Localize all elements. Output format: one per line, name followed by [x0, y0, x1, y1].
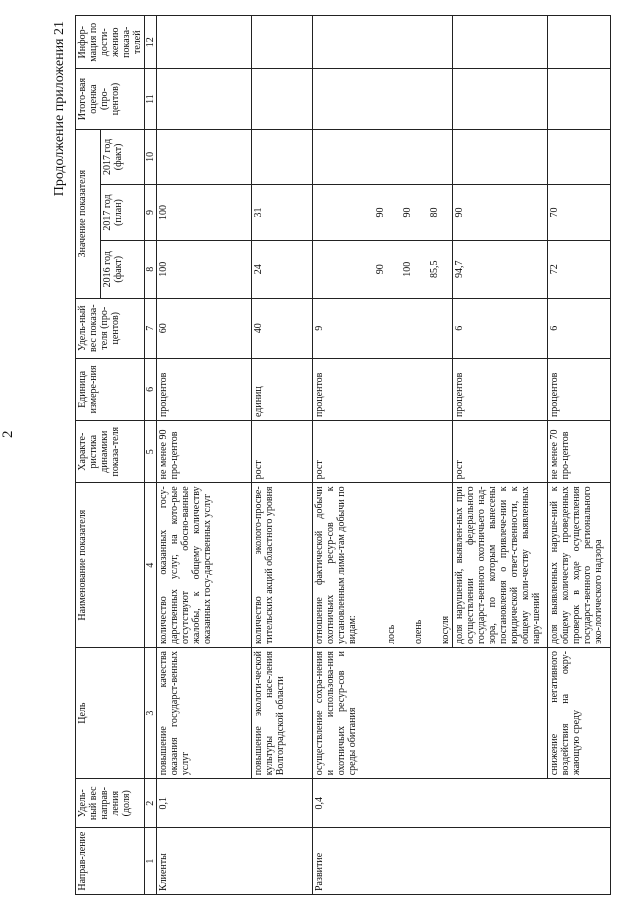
unit-cell: процентов [313, 358, 453, 420]
info-cell [157, 16, 252, 70]
value-2017-fact-cell [453, 129, 548, 185]
indicator-weight-cell: 6 [548, 298, 611, 358]
info-cell [313, 16, 453, 70]
indicator-weight-cell: 60 [157, 298, 252, 358]
total-score-cell [313, 69, 453, 129]
value-2017-plan-cell: 70 [548, 185, 611, 241]
page-number: 2 [0, 430, 16, 438]
total-score-cell [157, 69, 252, 129]
column-number: 12 [145, 16, 157, 70]
appendix-note: Продолжение приложения 21 [52, 21, 67, 197]
column-number: 11 [145, 69, 157, 129]
value-2017-plan-cell: 100 [157, 185, 252, 241]
dynamics-cell: рост [453, 421, 548, 483]
table-row [313, 16, 453, 895]
header-direction-weight: Удель-ный вес направ-ления (доля) [76, 779, 145, 828]
header-total-score: Итого-вая оценка (про-центов) [76, 69, 145, 129]
value-roe-deer-2017-plan: 80 [429, 207, 440, 218]
rotated-document [52, 15, 640, 895]
column-number: 2 [145, 779, 157, 828]
column-number: 7 [145, 298, 157, 358]
indicator-weight-cell: 40 [252, 298, 313, 358]
value-deer-2016: 100 [402, 261, 413, 277]
direction-cell: Клиенты [157, 828, 313, 895]
table-row [157, 16, 252, 895]
header-direction: Направ-ление [76, 828, 145, 895]
column-number: 6 [145, 358, 157, 420]
header-2017-fact: 2017 год (факт) [100, 129, 144, 185]
table-row [548, 16, 611, 895]
info-cell [548, 16, 611, 70]
indicator-name-cell [313, 483, 453, 648]
indicator-name-cell: количество оказанных госу-дарственных услуг, на кото-рые отсутствуют обосно-ванные жалобы, к общему количеству оказанных госу-дарственных услуг [157, 483, 252, 648]
dynamics-cell: рост [313, 421, 453, 483]
column-number: 5 [145, 421, 157, 483]
header-dynamics: Характе-ристика динамики показа-теля [76, 421, 145, 483]
column-number: 9 [145, 185, 157, 241]
table-row [252, 16, 313, 895]
dynamics-cell: не менее 70 про-центов [548, 421, 611, 483]
column-number: 4 [145, 483, 157, 648]
direction-weight-cell: 0,1 [157, 779, 313, 828]
value-2016-cell: 94,7 [453, 240, 548, 298]
total-score-cell [252, 69, 313, 129]
value-2017-plan-cell [313, 185, 453, 241]
header-row [76, 16, 101, 895]
value-2016-cell [313, 240, 453, 298]
indicator-name-text: отношение фактической добычи охотничьих ресур-сов к установленным лими-там добычи по видам: [314, 486, 358, 645]
column-number: 1 [145, 828, 157, 895]
goal-cell: снижение негативного воздействия на окру-жающую среду [548, 648, 611, 779]
column-number: 3 [145, 648, 157, 779]
header-indicator-weight: Удель-ный вес показа-теля (про-центов) [76, 298, 145, 358]
header-2016-fact: 2016 год (факт) [100, 240, 144, 298]
value-2017-fact-cell [548, 129, 611, 185]
indicator-name-cell: доля выявленных наруше-ний к общему количеству проведенных проверок в ходе осуществления государст-венного регионального эко-логического надзора [548, 483, 611, 648]
info-cell [252, 16, 313, 70]
indicator-name-cell: количество эколого-просве-тительских акций областного уровня [252, 483, 313, 648]
total-score-cell [453, 69, 548, 129]
header-value-group: Значение показателя [76, 129, 101, 298]
direction-cell: Развитие [313, 828, 611, 895]
indicator-weight-cell: 6 [453, 298, 548, 358]
header-info: Инфор-мация по дости-жению показа-телей [76, 16, 145, 70]
goal-cell: осуществление сохра-нения и использова-ния охотничьих ресур-сов и среды обитания [313, 648, 548, 779]
column-number-row [145, 16, 157, 895]
indicator-weight-cell: 9 [313, 298, 453, 358]
value-moose-2017-plan: 90 [375, 207, 386, 218]
unit-cell: процентов [157, 358, 252, 420]
indicators-table [75, 15, 611, 895]
header-goal: Цель [76, 648, 145, 779]
header-2017-plan: 2017 год (план) [100, 185, 144, 241]
column-number: 8 [145, 240, 157, 298]
unit-cell: процентов [453, 358, 548, 420]
dynamics-cell: не менее 90 про-центов [157, 421, 252, 483]
goal-cell: повышение экологи-ческой культуры насе-ления Волгоградской области [252, 648, 313, 779]
value-deer-2017-plan: 90 [402, 207, 413, 218]
unit-cell: единиц [252, 358, 313, 420]
value-2016-cell: 72 [548, 240, 611, 298]
header-indicator-name: Наименование показателя [76, 483, 145, 648]
value-2017-fact-cell [313, 129, 453, 185]
value-roe-deer-2016: 85,5 [429, 260, 440, 278]
value-2017-plan-cell: 90 [453, 185, 548, 241]
value-2016-cell: 100 [157, 240, 252, 298]
direction-weight-cell: 0,4 [313, 779, 611, 828]
column-number: 10 [145, 129, 157, 185]
info-cell [453, 16, 548, 70]
value-moose-2016: 90 [375, 264, 386, 275]
value-2017-fact-cell [252, 129, 313, 185]
value-2017-plan-cell: 31 [252, 185, 313, 241]
total-score-cell [548, 69, 611, 129]
value-2017-fact-cell [157, 129, 252, 185]
indicator-name-cell: доля нарушений, выявлен-ных при осуществлении федерального государст-венного охотничьего над-зора, по которым вынесены постановления о привлече-нии к юридической ответ-ственности, к общему коли-честву выявленных нару-шений [453, 483, 548, 648]
goal-cell: повышение качества оказания государст-венных услуг [157, 648, 252, 779]
value-2016-cell: 24 [252, 240, 313, 298]
species-roe-deer: косуля [440, 615, 451, 645]
unit-cell: процентов [548, 358, 611, 420]
header-unit: Единица измере-ния [76, 358, 145, 420]
species-deer: олень [413, 619, 424, 645]
species-moose: лось [386, 624, 397, 645]
dynamics-cell: рост [252, 421, 313, 483]
